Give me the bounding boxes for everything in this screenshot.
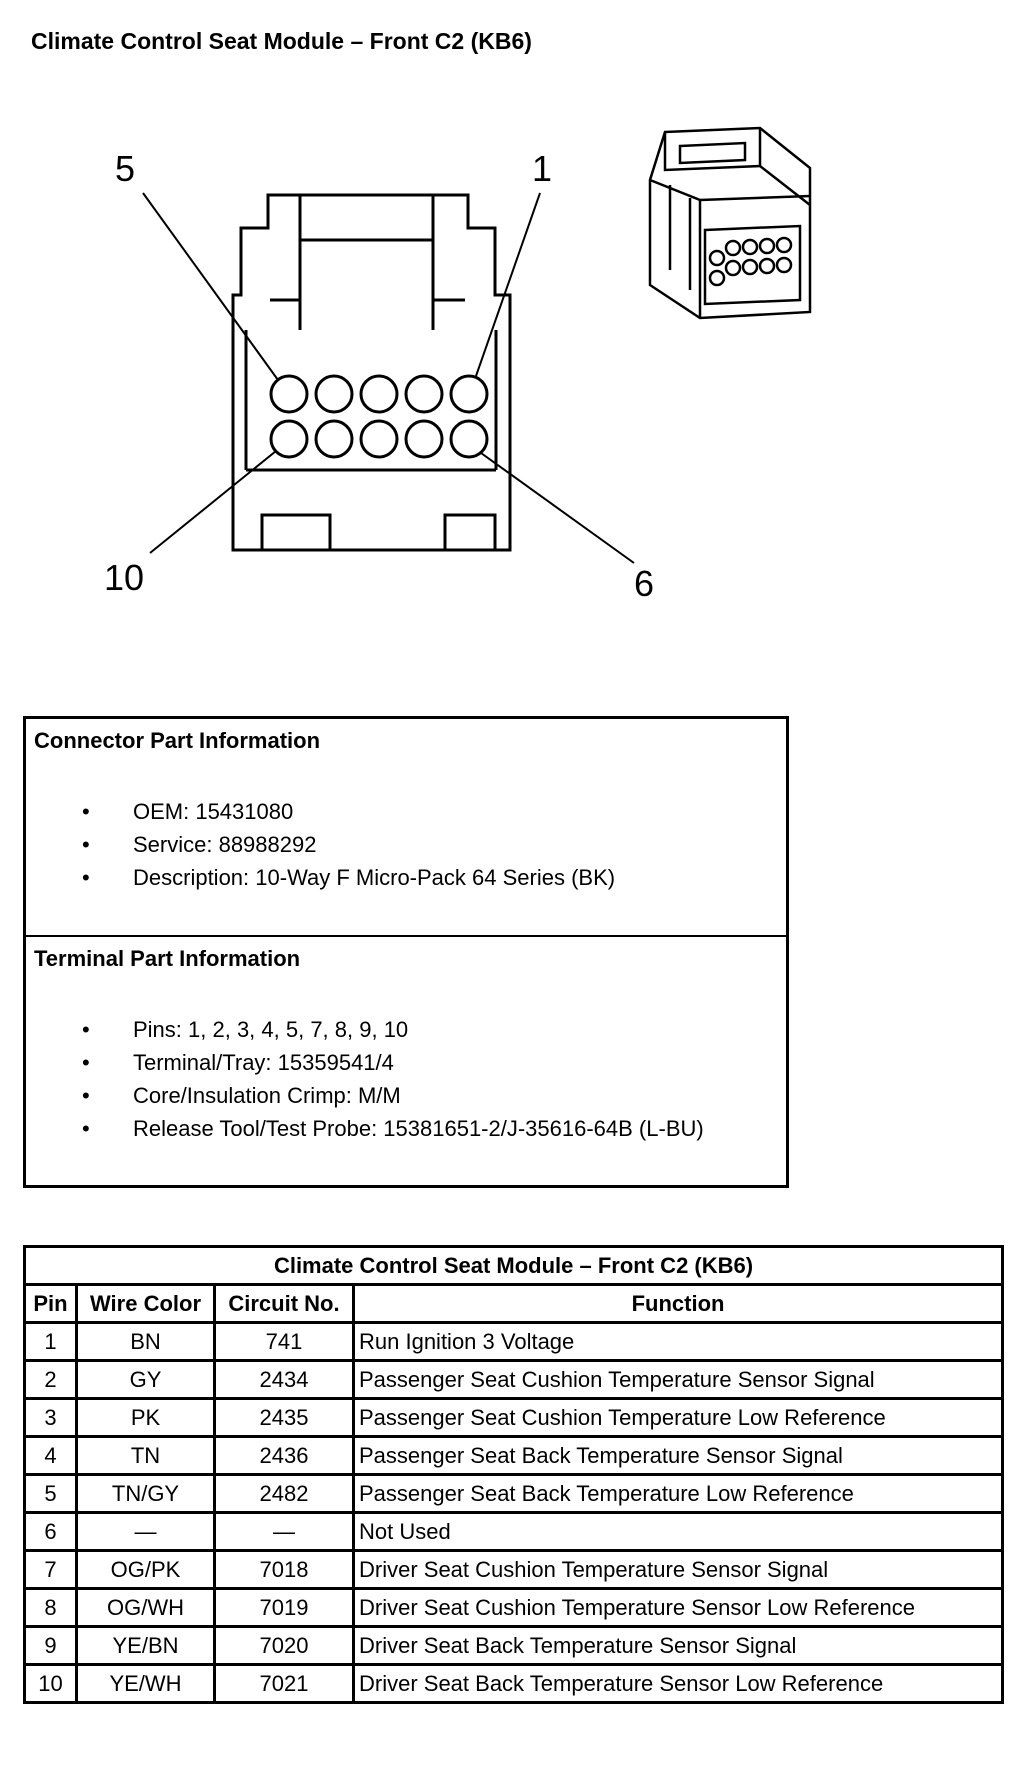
cavity-pin-4	[316, 376, 352, 412]
cell-circuit: 7021	[215, 1665, 354, 1703]
cell-pin: 8	[25, 1589, 77, 1627]
cavity-pin-1	[451, 376, 487, 412]
cell-circuit: 2436	[215, 1437, 354, 1475]
cell-function: Driver Seat Back Temperature Sensor Signal	[354, 1627, 1003, 1665]
cell-wire-color: PK	[77, 1399, 215, 1437]
cell-wire-color: YE/BN	[77, 1627, 215, 1665]
cell-pin: 3	[25, 1399, 77, 1437]
header-wire-color: Wire Color	[77, 1285, 215, 1323]
cell-function: Driver Seat Cushion Temperature Sensor Signal	[354, 1551, 1003, 1589]
cell-pin: 10	[25, 1665, 77, 1703]
terminal-part-information	[26, 937, 786, 1185]
table-row	[25, 1323, 1003, 1361]
cell-function: Run Ignition 3 Voltage	[354, 1323, 1003, 1361]
header-function: Function	[354, 1285, 1003, 1323]
header-pin: Pin	[25, 1285, 77, 1323]
cavity-pin-3	[361, 376, 397, 412]
cell-circuit: 741	[215, 1323, 354, 1361]
cell-wire-color: BN	[77, 1323, 215, 1361]
callout-pin-10: 10	[104, 557, 145, 598]
cavity-pin-9	[316, 421, 352, 457]
cell-wire-color: YE/WH	[77, 1665, 215, 1703]
pin-table	[23, 1245, 1004, 1704]
cell-circuit: 7020	[215, 1627, 354, 1665]
cavity-pin-6	[451, 421, 487, 457]
connector-face-outline	[233, 195, 510, 550]
connector-isometric-view	[650, 128, 810, 318]
cell-wire-color: TN/GY	[77, 1475, 215, 1513]
page-title: Climate Control Seat Module – Front C2 (KB6)	[31, 28, 532, 54]
cell-wire-color: —	[77, 1513, 215, 1551]
cell-function: Passenger Seat Back Temperature Sensor Signal	[354, 1437, 1003, 1475]
cell-pin: 4	[25, 1437, 77, 1475]
cavity-pin-7	[406, 421, 442, 457]
cavity-pin-2	[406, 376, 442, 412]
cell-circuit: 2434	[215, 1361, 354, 1399]
table-row	[25, 1475, 1003, 1513]
cell-function: Passenger Seat Cushion Temperature Sensor Signal	[354, 1361, 1003, 1399]
cavity-pin-8	[361, 421, 397, 457]
cell-pin: 7	[25, 1551, 77, 1589]
table-row	[25, 1665, 1003, 1703]
table-row	[25, 1399, 1003, 1437]
table-caption: Climate Control Seat Module – Front C2 (KB6)	[25, 1247, 1003, 1285]
list-item: • Release Tool/Test Probe: 15381651-2/J-35616-64B (L-BU)	[26, 1112, 704, 1145]
cell-wire-color: GY	[77, 1361, 215, 1399]
table-row	[25, 1361, 1003, 1399]
pin-cavities	[271, 376, 487, 457]
cavity-pin-5	[271, 376, 307, 412]
cell-wire-color: OG/PK	[77, 1551, 215, 1589]
list-item: • Core/Insulation Crimp: M/M	[26, 1079, 704, 1112]
list-item: • OEM: 15431080	[26, 795, 615, 828]
cell-function: Not Used	[354, 1513, 1003, 1551]
list-item: • Pins: 1, 2, 3, 4, 5, 7, 8, 9, 10	[26, 1013, 704, 1046]
callout-pin-1: 1	[532, 148, 553, 189]
callout-pin-5: 5	[115, 148, 136, 189]
cell-wire-color: TN	[77, 1437, 215, 1475]
cell-pin: 2	[25, 1361, 77, 1399]
table-row	[25, 1437, 1003, 1475]
connector-part-information	[26, 719, 786, 937]
list-item: • Description: 10-Way F Micro-Pack 64 Series (BK)	[26, 861, 615, 894]
connector-info-heading: Connector Part Information	[34, 728, 321, 753]
cell-circuit: 7018	[215, 1551, 354, 1589]
cell-circuit: 2435	[215, 1399, 354, 1437]
terminal-info-heading: Terminal Part Information	[34, 946, 301, 971]
connector-info-list	[26, 795, 615, 894]
cell-function: Driver Seat Cushion Temperature Sensor Low Reference	[354, 1589, 1003, 1627]
callout-pin-6: 6	[634, 563, 655, 604]
cell-function: Driver Seat Back Temperature Sensor Low Reference	[354, 1665, 1003, 1703]
table-row	[25, 1551, 1003, 1589]
terminal-info-list	[26, 1013, 704, 1145]
cell-pin: 9	[25, 1627, 77, 1665]
part-information-box	[23, 716, 789, 1188]
connector-latch	[270, 195, 465, 330]
header-circuit: Circuit No.	[215, 1285, 354, 1323]
table-header-row	[25, 1285, 1003, 1323]
cell-function: Passenger Seat Cushion Temperature Low Reference	[354, 1399, 1003, 1437]
cell-circuit: 7019	[215, 1589, 354, 1627]
table-row	[25, 1589, 1003, 1627]
cell-function: Passenger Seat Back Temperature Low Reference	[354, 1475, 1003, 1513]
cell-pin: 6	[25, 1513, 77, 1551]
cell-circuit: —	[215, 1513, 354, 1551]
cell-wire-color: OG/WH	[77, 1589, 215, 1627]
list-item: • Service: 88988292	[26, 828, 615, 861]
cell-circuit: 2482	[215, 1475, 354, 1513]
table-row	[25, 1513, 1003, 1551]
connector-diagram	[0, 0, 1024, 700]
connector-bottom-keys	[262, 515, 495, 550]
cell-pin: 5	[25, 1475, 77, 1513]
list-item: • Terminal/Tray: 15359541/4	[26, 1046, 704, 1079]
table-row	[25, 1627, 1003, 1665]
cell-pin: 1	[25, 1323, 77, 1361]
table-caption-row	[25, 1247, 1003, 1285]
